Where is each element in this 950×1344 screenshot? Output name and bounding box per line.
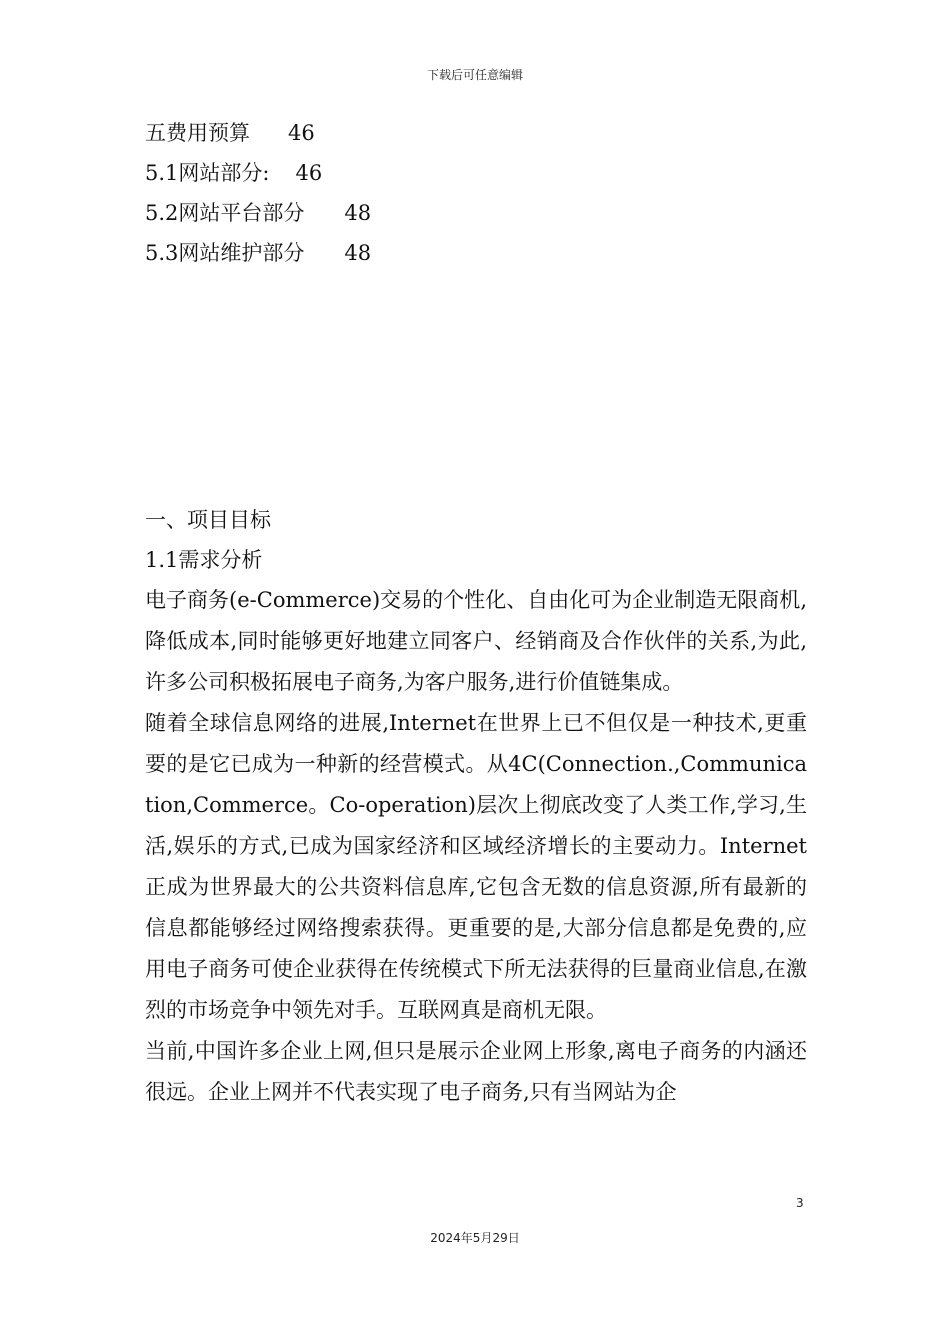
section-subtitle: 1.1需求分析 (145, 548, 263, 572)
page-number: 3 (796, 1196, 804, 1210)
toc-entry (145, 116, 645, 156)
page-header: 下载后可任意编辑 (426, 68, 523, 82)
toc-entry (145, 236, 645, 276)
page-footer-date: 2024年5月29日 (430, 1231, 520, 1245)
toc-entry-label: 5.1网站部分: (145, 161, 270, 185)
body-paragraph: 当前,中国许多企业上网,但只是展示企业网上形象,离电子商务的内涵还很远。企业上网并不代表实现了电子商务,只有当网站为企 (145, 1039, 807, 1104)
toc-entry (145, 196, 645, 236)
body-paragraph: 电子商务(e-Commerce)交易的个性化、自由化可为企业制造无限商机,降低成本,同时能够更好地建立同客户、经销商及合作伙伴的关系,为此,许多公司积极拓展电子商务,为客户服务,进行价值链集成。 (145, 588, 807, 694)
toc-entry (145, 156, 645, 196)
toc-entry-page: 46 (295, 161, 323, 185)
toc-entry-label: 5.2网站平台部分 (145, 201, 305, 225)
toc-entry-page: 48 (344, 241, 372, 265)
toc-entry-label: 5.3网站维护部分 (145, 241, 305, 265)
document-body (145, 500, 807, 1113)
table-of-contents (145, 116, 645, 276)
toc-entry-page: 46 (288, 121, 315, 145)
toc-entry-page: 48 (344, 201, 372, 225)
section-title: 一、项目目标 (145, 508, 271, 532)
toc-entry-label: 五费用预算 (145, 121, 250, 145)
body-paragraph: 随着全球信息网络的进展,Internet在世界上已不但仅是一种技术,更重要的是它已成为一种新的经营模式。从4C(Connection.,Communication,Commerce。Co-operation)层次上彻底改变了人类工作,学习,生活,娱乐的方式,已成为国家经济和区域经济增长的主要动力。Internet正成为世界最大的公共资料信息库,它包含无数的信息资源,所有最新的信息都能够经过网络搜索获得。更重要的是,大部分信息都是免费的,应用电子商务可使企业获得在传统模式下所无法获得的巨量商业信息,在激烈的市场竞争中领先对手。互联网真是商机无限。 (145, 711, 807, 1022)
